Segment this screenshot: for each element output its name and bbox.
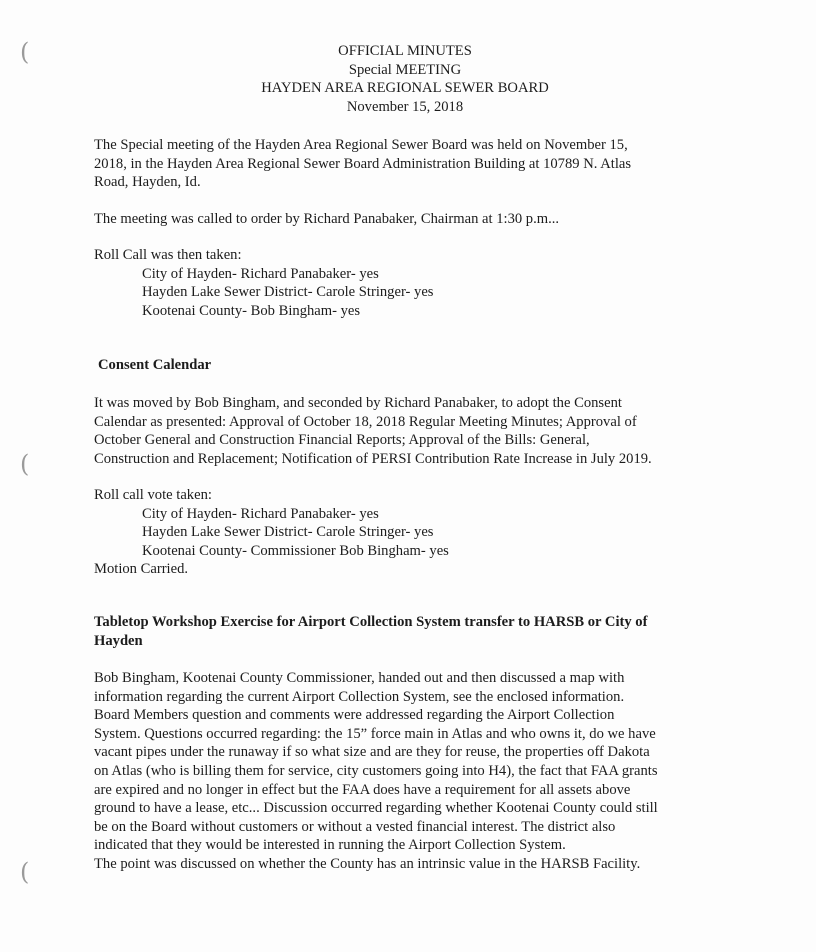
header-meeting-type: Special MEETING: [348, 61, 462, 78]
roll-vote-member: Hayden Lake Sewer District- Carole Stringer- yes: [142, 524, 434, 541]
tabletop-line: ground to have a lease, etc... Discussion occurred regarding whether Kootenai County could still: [94, 800, 658, 817]
intro-paragraph: [94, 136, 734, 192]
roll-call-member: City of Hayden- Richard Panabaker- yes: [142, 265, 379, 282]
tabletop-line: Board Members question and comments were addressed regarding the Airport Collection: [94, 707, 615, 724]
tabletop-heading: [94, 613, 734, 650]
header-date: November 15, 2018: [346, 98, 464, 115]
consent-calendar-heading: Consent Calendar: [98, 357, 212, 373]
tabletop-heading-line: Hayden: [94, 632, 143, 649]
tabletop-line: on Atlas (who is billing them for service, city customers going into H4), the fact that FAA grants: [94, 762, 658, 779]
roll-call-member: Hayden Lake Sewer District- Carole Stringer- yes: [142, 284, 434, 301]
header-title: OFFICIAL MINUTES: [338, 43, 472, 59]
tabletop-line: be on the Board without customers or without a vested financial interest. The district also: [94, 818, 616, 835]
roll-call-member: Kootenai County- Bob Bingham- yes: [142, 302, 361, 319]
tabletop-paragraph: [94, 669, 734, 874]
motion-result: Motion Carried.: [94, 561, 189, 578]
tabletop-line: information regarding the current Airport Collection System, see the enclosed information.: [94, 688, 625, 705]
intro-line: Road, Hayden, Id.: [94, 174, 201, 191]
intro-line: 2018, in the Hayden Area Regional Sewer Board Administration Building at 10789 N. Atlas: [94, 155, 632, 172]
punch-hole-bottom: (: [20, 858, 30, 886]
roll-call: [94, 246, 734, 320]
tabletop-line: System. Questions occurred regarding: the 15” force main in Atlas and who owns it, do we have: [94, 725, 656, 742]
tabletop-line: The point was discussed on whether the County has an intrinsic value in the HARSB Facility.: [94, 855, 641, 872]
call-to-order: The meeting was called to order by Richard Panabaker, Chairman at 1:30 p.m...: [94, 211, 560, 227]
header-organization: HAYDEN AREA REGIONAL SEWER BOARD: [261, 80, 549, 97]
punch-hole-middle: (: [20, 450, 30, 478]
intro-line: The Special meeting of the Hayden Area Regional Sewer Board was held on November 15,: [94, 137, 628, 153]
tabletop-line: Bob Bingham, Kootenai County Commissioner, handed out and then discussed a map with: [94, 670, 625, 686]
roll-vote-member: Kootenai County- Commissioner Bob Bingham- yes: [142, 542, 449, 559]
roll-vote-label: Roll call vote taken:: [94, 487, 212, 503]
tabletop-line: vacant pipes under the runaway if so what size and are they for reuse, the properties off Dakota: [94, 744, 650, 761]
tabletop-heading-line: Tabletop Workshop Exercise for Airport Collection System transfer to HARSB or City of: [94, 614, 648, 630]
punch-hole-top: (: [20, 38, 30, 66]
tabletop-line: are expired and no longer in effect but the FAA does have a requirement for all assets above: [94, 781, 631, 798]
tabletop-line: indicated that they would be interested in running the Airport Collection System.: [94, 837, 566, 854]
document-header: [94, 42, 716, 116]
roll-vote-member: City of Hayden- Richard Panabaker- yes: [142, 505, 379, 522]
consent-line: Construction and Replacement; Notification of PERSI Contribution Rate Increase in July 2019.: [94, 450, 652, 467]
consent-line: It was moved by Bob Bingham, and seconded by Richard Panabaker, to adopt the Consent: [94, 395, 622, 411]
roll-call-vote: [94, 486, 734, 579]
consent-line: October General and Construction Financial Reports; Approval of the Bills: General,: [94, 432, 590, 449]
consent-paragraph: [94, 394, 734, 468]
consent-line: Calendar as presented: Approval of October 18, 2018 Regular Meeting Minutes; Approval of: [94, 413, 637, 430]
roll-call-label: Roll Call was then taken:: [94, 247, 242, 263]
